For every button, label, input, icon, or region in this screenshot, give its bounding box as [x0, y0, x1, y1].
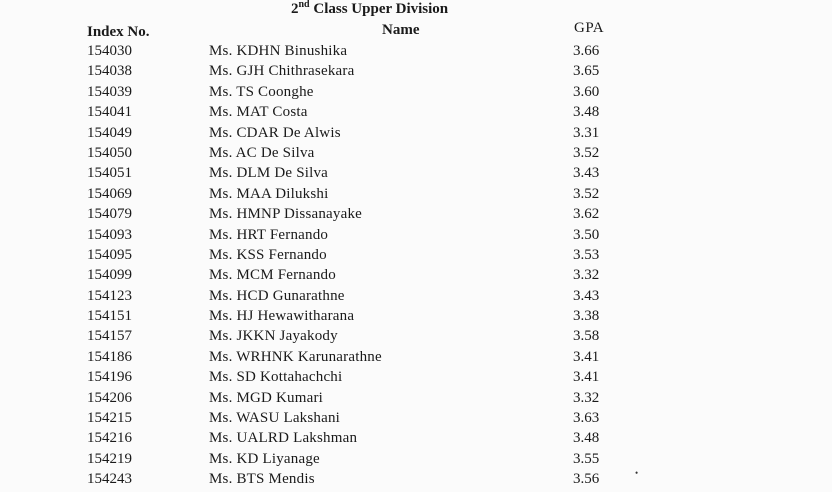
index-cell: 154196 [87, 369, 132, 386]
gpa-cell: 3.32 [573, 389, 600, 406]
name-cell: Ms. KD Liyanage [209, 450, 320, 467]
column-header-index: Index No. [87, 24, 150, 40]
index-cell: 154069 [87, 185, 132, 202]
index-cell: 154039 [87, 83, 132, 100]
gpa-cell: 3.52 [573, 185, 600, 202]
gpa-cell: 3.58 [573, 328, 600, 345]
table-row [0, 165, 832, 185]
gpa-cell: 3.41 [573, 369, 600, 386]
name-cell: Ms. MAA Dilukshi [209, 185, 329, 202]
table-row [0, 104, 832, 124]
gpa-cell: 3.56 [573, 471, 600, 488]
index-cell: 154051 [87, 165, 132, 182]
name-cell: Ms. HCD Gunarathne [209, 287, 345, 304]
column-header-name: Name [382, 22, 420, 38]
gpa-cell: 3.32 [573, 267, 600, 284]
index-cell: 154151 [87, 308, 132, 325]
name-cell: Ms. MGD Kumari [209, 389, 324, 406]
table-row [0, 84, 832, 104]
table-row [0, 227, 832, 247]
table-row [0, 451, 832, 471]
name-cell: Ms. TS Coonghe [209, 83, 314, 100]
table-row [0, 63, 832, 83]
table-row [0, 288, 832, 308]
gpa-cell: 3.63 [573, 410, 600, 427]
name-cell: Ms. UALRD Lakshman [209, 430, 358, 447]
gpa-cell: 3.43 [573, 287, 600, 304]
table-row [0, 125, 832, 145]
index-cell: 154123 [87, 287, 132, 304]
stray-mark: • [635, 468, 639, 478]
index-cell: 154038 [87, 63, 132, 80]
table-row [0, 145, 832, 165]
heading-prefix: 2 [291, 1, 299, 17]
table-row [0, 390, 832, 410]
table-row [0, 328, 832, 348]
gpa-cell: 3.41 [573, 348, 600, 365]
gpa-cell: 3.31 [573, 124, 600, 141]
name-cell: Ms. MCM Fernando [209, 267, 336, 284]
index-cell: 154050 [87, 144, 132, 161]
gpa-cell: 3.66 [573, 43, 600, 59]
index-cell: 154030 [87, 43, 132, 59]
gpa-cell: 3.53 [573, 246, 600, 263]
name-cell: Ms. CDAR De Alwis [209, 124, 341, 141]
table-row [0, 349, 832, 369]
gpa-cell: 3.62 [573, 206, 600, 223]
name-cell: Ms. HJ Hewawitharana [209, 308, 355, 325]
name-cell: Ms. AC De Silva [209, 144, 315, 161]
gpa-cell: 3.48 [573, 104, 600, 121]
name-cell: Ms. WASU Lakshani [209, 410, 341, 427]
gpa-cell: 3.48 [573, 430, 600, 447]
table-row [0, 206, 832, 226]
name-cell: Ms. BTS Mendis [209, 471, 315, 488]
index-cell: 154049 [87, 124, 132, 141]
index-cell: 154216 [87, 430, 132, 447]
table-row [0, 43, 832, 63]
name-cell: Ms. WRHNK Karunarathne [209, 348, 382, 365]
table-row [0, 410, 832, 430]
gpa-cell: 3.65 [573, 63, 600, 80]
index-cell: 154243 [87, 471, 132, 488]
table-row [0, 308, 832, 328]
gpa-cell: 3.43 [573, 165, 600, 182]
results-table [0, 43, 832, 492]
name-cell: Ms. JKKN Jayakody [209, 328, 338, 345]
name-cell: Ms. HMNP Dissanayake [209, 206, 363, 223]
index-cell: 154093 [87, 226, 132, 243]
index-cell: 154079 [87, 206, 132, 223]
name-cell: Ms. DLM De Silva [209, 165, 329, 182]
index-cell: 154206 [87, 389, 132, 406]
gpa-cell: 3.38 [573, 308, 600, 325]
name-cell: Ms. MAT Costa [209, 104, 308, 121]
name-cell: Ms. GJH Chithrasekara [209, 63, 355, 80]
heading [291, 1, 448, 18]
index-cell: 154157 [87, 328, 132, 345]
table-row [0, 186, 832, 206]
heading-suffix: Class Upper Division [309, 1, 449, 17]
index-cell: 154095 [87, 246, 132, 263]
index-cell: 154219 [87, 450, 132, 467]
index-cell: 154041 [87, 104, 132, 121]
name-cell: Ms. HRT Fernando [209, 226, 329, 243]
index-cell: 154186 [87, 348, 132, 365]
gpa-cell: 3.55 [573, 450, 600, 467]
table-row [0, 247, 832, 267]
name-cell: Ms. SD Kottahachchi [209, 369, 343, 386]
gpa-cell: 3.52 [573, 144, 600, 161]
table-row [0, 267, 832, 287]
table-row [0, 471, 832, 491]
table-row [0, 430, 832, 450]
gpa-cell: 3.50 [573, 226, 600, 243]
index-cell: 154215 [87, 410, 132, 427]
name-cell: Ms. KSS Fernando [209, 246, 327, 263]
table-row [0, 369, 832, 389]
index-cell: 154099 [87, 267, 132, 284]
heading-superscript: nd [298, 0, 310, 10]
gpa-cell: 3.60 [573, 83, 600, 100]
name-cell: Ms. KDHN Binushika [209, 43, 348, 59]
column-header-gpa: GPA [574, 20, 605, 36]
